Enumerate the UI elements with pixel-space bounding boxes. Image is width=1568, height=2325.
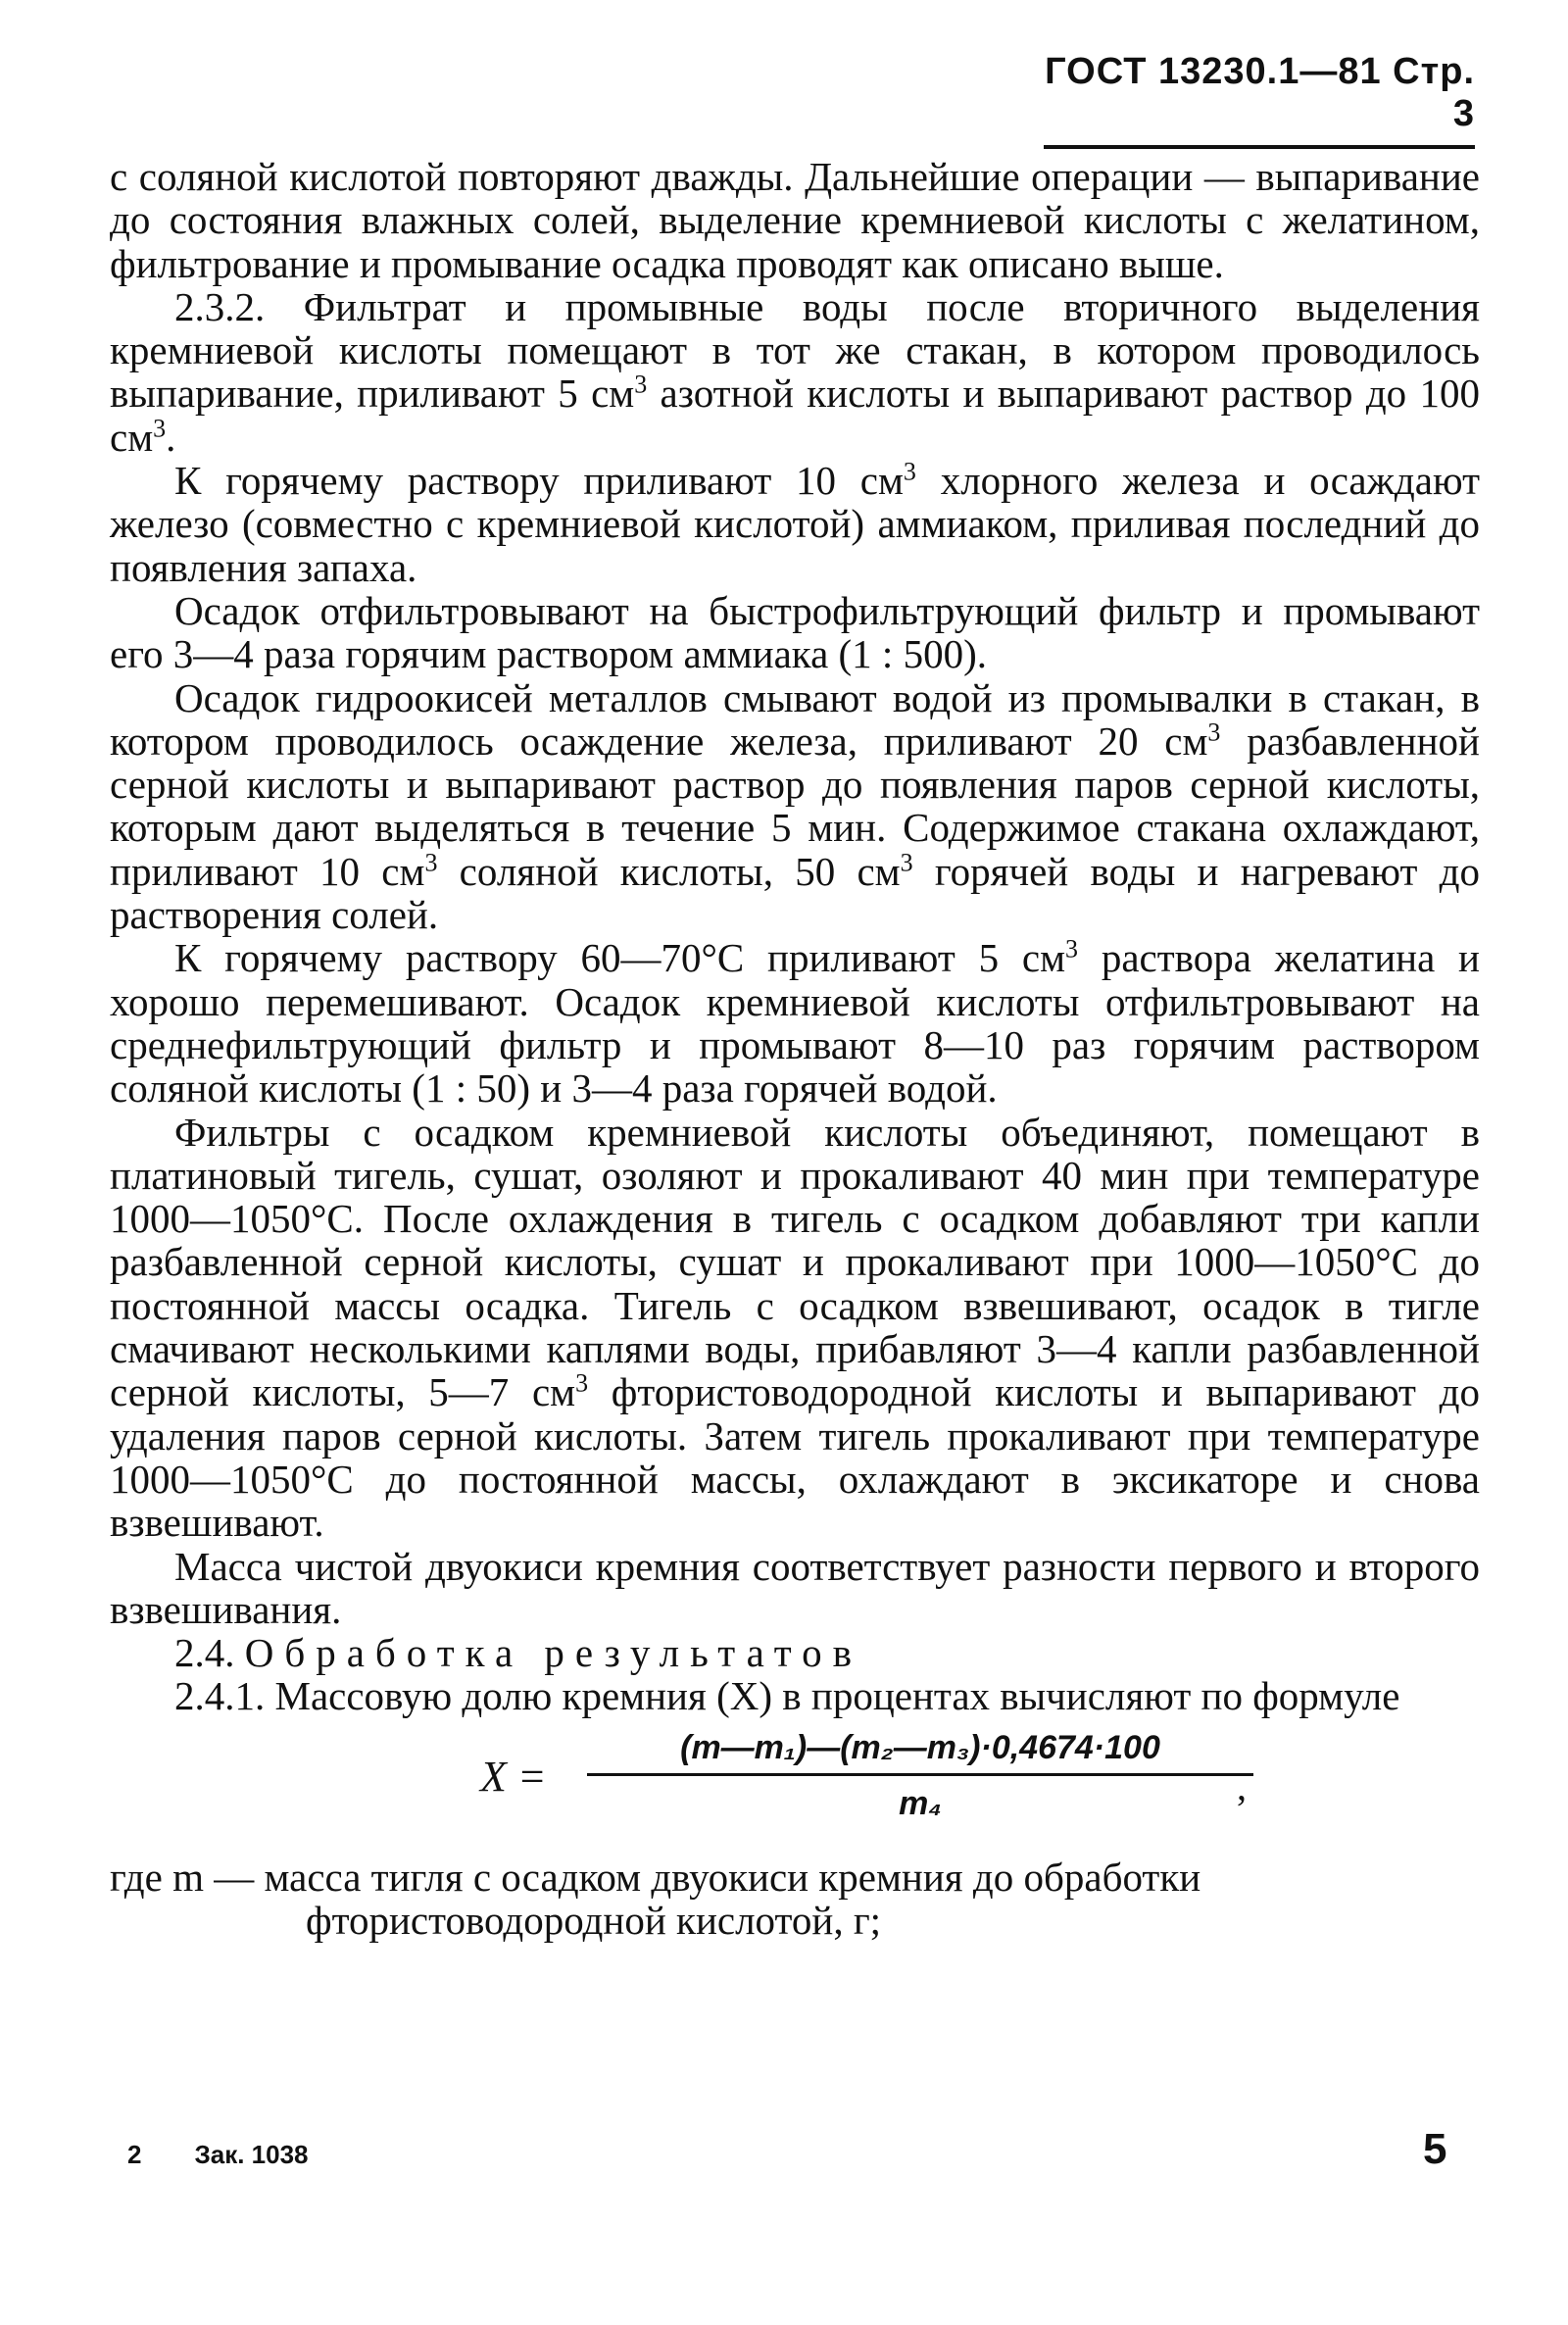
page-number: 5 (1423, 2125, 1447, 2173)
footer-sheet: 2 (127, 2140, 142, 2169)
formula-denominator: m₄ (899, 1784, 942, 1822)
text: 2.4.1. Массовую долю кремния (X) в процентах вычисляют по формуле (174, 1673, 1400, 1719)
paragraph-2-4-1 (110, 1674, 1480, 1717)
text: раствора желатина и хорошо перемешивают. Осадок кремниевой кислоты отфильтровывают на среднефильтрующий фильтр и промывают 8—10 раз горячим раствором соляной кислоты (1 : 50) и 3—4 раза горячей водой. (110, 935, 1480, 1112)
text: К горячему раствору 60—70°С приливают 5 см (174, 935, 1066, 981)
superscript: 3 (900, 848, 913, 877)
formula-fraction (587, 1726, 1253, 1825)
document-body (110, 155, 1480, 1942)
formula-numerator: (m—m₁)—(m₂—m₃)·0,4674·100 (587, 1726, 1253, 1776)
text: соляной кислоты, 50 см (437, 848, 901, 894)
formula-comma: , (1237, 1763, 1247, 1808)
text: Фильтры с осадком кремниевой кислоты объединяют, помещают в платиновый тигель, сушат, озоляют и прокаливают 40 мин при температуре 1000—1050°С. После охлаждения в тигель с осадком добавляют три капли разбавленной серной кислоты, сушат и прокаливают при 1000—1050°С до постоянной массы осадка. Тигель с осадком взвешивают, осадок в тигле смачивают несколькими каплями воды, прибавляют 3—4 капли разбавленной серной кислоты, 5—7 см (110, 1109, 1480, 1415)
paragraph-ignition (110, 1111, 1480, 1545)
superscript: 3 (153, 414, 167, 443)
formula (110, 1726, 1480, 1852)
paragraph-filter (110, 589, 1480, 676)
paragraph-hydroxides (110, 676, 1480, 937)
section-2-4-heading (110, 1631, 1480, 1674)
text: фтористоводородной кислоты и выпаривают до удаления паров серной кислоты. Затем тигель прокаливают при температуре 1000—1050°С до постоянной массы, охлаждают в эксикаторе и снова взвешивают. (110, 1369, 1480, 1546)
text: горячей воды и нагревают до растворения солей. (110, 848, 1480, 938)
text: К горячему раствору приливают 10 см (174, 458, 904, 504)
superscript: 3 (1065, 934, 1079, 964)
superscript: 3 (903, 457, 916, 486)
text: . (166, 414, 176, 460)
text: хлорного железа и осаждают железо (совместно с кремниевой кислотой) аммиаком, приливая последний до появления запаха. (110, 458, 1480, 590)
text: Осадок гидроокисей металлов смывают водой из промывалки в стакан, в котором проводилось осаждение железа, приливают 20 см (110, 674, 1480, 764)
paragraph-continuation (110, 155, 1480, 285)
section-number: 2.4. (174, 1630, 245, 1676)
paragraph-2-3-2 (110, 285, 1480, 459)
text: Осадок отфильтровывают на быстрофильтрующий фильтр и промывают его 3—4 раза горячим раствором аммиака (1 : 500). (110, 587, 1480, 677)
paragraph-hot-solution (110, 459, 1480, 589)
paragraph-mass (110, 1545, 1480, 1632)
footer-order: Зак. 1038 (194, 2140, 309, 2169)
text: с соляной кислотой повторяют дважды. Дальнейшие операции — выпаривание до состояния влажных солей, выделение кремниевой кислоты с желатином, фильтрование и промывание осадка проводят как описано выше. (110, 154, 1480, 286)
text: 2.3.2. Фильтрат и промывные воды после вторичного выделения кремниевой кислоты помещают в тот же стакан, в котором проводилось выпаривание, приливают 5 см (110, 283, 1480, 417)
footer-print-info (127, 2140, 309, 2170)
where-continuation: фтористоводородной кислотой, г; (306, 1897, 882, 1943)
formula-lhs: X = (480, 1752, 547, 1801)
page-header: ГОСТ 13230.1—81 Стр. 3 (1044, 51, 1475, 149)
superscript: 3 (634, 370, 648, 399)
section-title: Обработка результатов (244, 1630, 863, 1676)
text: Масса чистой двуокиси кремния соответствует разности первого и второго взвешивания. (110, 1543, 1480, 1632)
text: азотной кислоты и выпаривают раствор до 100 см (110, 371, 1480, 460)
where-clause (110, 1855, 1480, 1943)
where-lead: где m — масса тигля с осадком двуокиси кремния до обработки (110, 1854, 1201, 1900)
superscript: 3 (424, 848, 438, 877)
superscript: 3 (1207, 717, 1221, 747)
text: разбавленной серной кислоты и выпаривают раствор до появления паров серной кислоты, которым дают выделяться в течение 5 мин. Содержимое стакана охлаждают, приливают 10 см (110, 717, 1480, 894)
superscript: 3 (575, 1368, 589, 1398)
paragraph-gelatin (110, 936, 1480, 1110)
